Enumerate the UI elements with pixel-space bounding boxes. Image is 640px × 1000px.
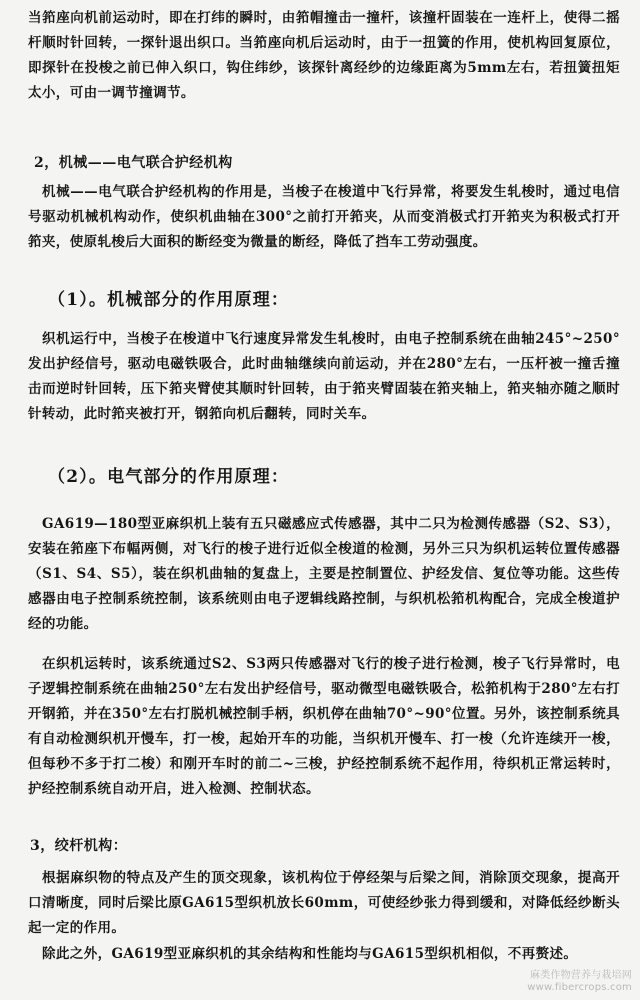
subsection1-heading: （1）。机械部分的作用原理： — [48, 290, 290, 310]
paragraph-intro: 当筘座向机前运动时，即在打纬的瞬时，由筘帽撞击一撞杆，该撞杆固装在一连杆上，使得二摇杆顺时针回转，一探针退出织口。当筘座向机后运动时，由于一扭簧的作用，使机构回复原位，即探针在投梭之前已伸入织口，钩住纬纱，该探针离经纱的边缘距离为5mm左右，若扭簧扭矩太小，可由一调节撞调节。 — [28, 10, 620, 101]
section3-heading: 3，绞杆机构： — [30, 838, 128, 854]
section2-heading: 2，机械——电气联合护经机构 — [34, 155, 233, 171]
section3-paragraph-1: 根据麻织物的特点及产生的顶交现象，该机构位于停经架与后梁之间，消除顶交现象，提高开口清晰度，同时后梁比原GA615型织机放长60mm，可使经纱张力得到缓和，对降低经纱断头起一定的作用。 — [28, 870, 620, 936]
subsection2-paragraph-2: 在织机运转时，该系统通过S2、S3两只传感器对飞行的梭子进行检测，梭子飞行异常时，电子逻辑控制系统在曲轴250°左右发出护经信号，驱动微型电磁铁吸合，松筘机构于280°左右打开钢筘，并在350°左右打脱机械控制手柄，织机停在曲轴70°~90°位置。另外，该控制系统具有自动检测织机开慢车，打一梭，起始开车的功能，当织机开慢车、打一梭（允许连续开一梭，但每秒不多于打二梭）和刚开车时的前二~三梭，护经控制系统不起作用，待织机正常运转时，护经控制系统自动开启，进入检测、控制状态。 — [28, 656, 620, 797]
watermark-line-2: www.fibercrops.com — [527, 982, 632, 993]
subsection1-paragraph: 织机运行中，当梭子在梭道中飞行速度异常发生轧梭时，由电子控制系统在曲轴245°~250°发出护经信号，驱动电磁铁吸合，此时曲轴继续向前运动，并在280°左右，一压杆被一撞舌撞击而逆时针回转，压下筘夹臂使其顺时针回转，由于筘夹臂固装在筘夹轴上，筘夹轴亦随之顺时针转动，此时筘夹被打开，钢筘向机后翻转，同时关车。 — [28, 331, 620, 422]
subsection2-heading: （2）。电气部分的作用原理： — [48, 467, 290, 487]
section3-paragraph-2: 除此之外，GA619型亚麻织机的其余结构和性能均与GA615型织机相似，不再赘述。 — [42, 946, 578, 962]
section2-paragraph: 机械——电气联合护经机构的作用是，当梭子在梭道中飞行异常，将要发生轧梭时，通过电信号驱动机械机构动作，使织机曲轴在300°之前打开筘夹，从而变消极式打开筘夹为积极式打开筘夹，使原轧梭后大面积的断经变为微量的断经，降低了挡车工劳动强度。 — [28, 184, 620, 250]
subsection2-paragraph-1: GA619—180型亚麻织机上装有五只磁感应式传感器，其中二只为检测传感器（S2、S3），安装在筘座下布幅两侧，对飞行的梭子进行近似全梭道的检测，另外三只为织机运转位置传感器（S1、S4、S5），装在织机曲轴的复盘上，主要是控制置位、护经发信、复位等功能。这些传感器由电子控制系统控制，该系统则由电子逻辑线路控制，与织机松筘机构配合，完成全梭道护经的功能。 — [28, 516, 620, 632]
watermark — [527, 970, 632, 994]
watermark-line-1: 麻类作物营养与栽培网 — [530, 970, 632, 981]
